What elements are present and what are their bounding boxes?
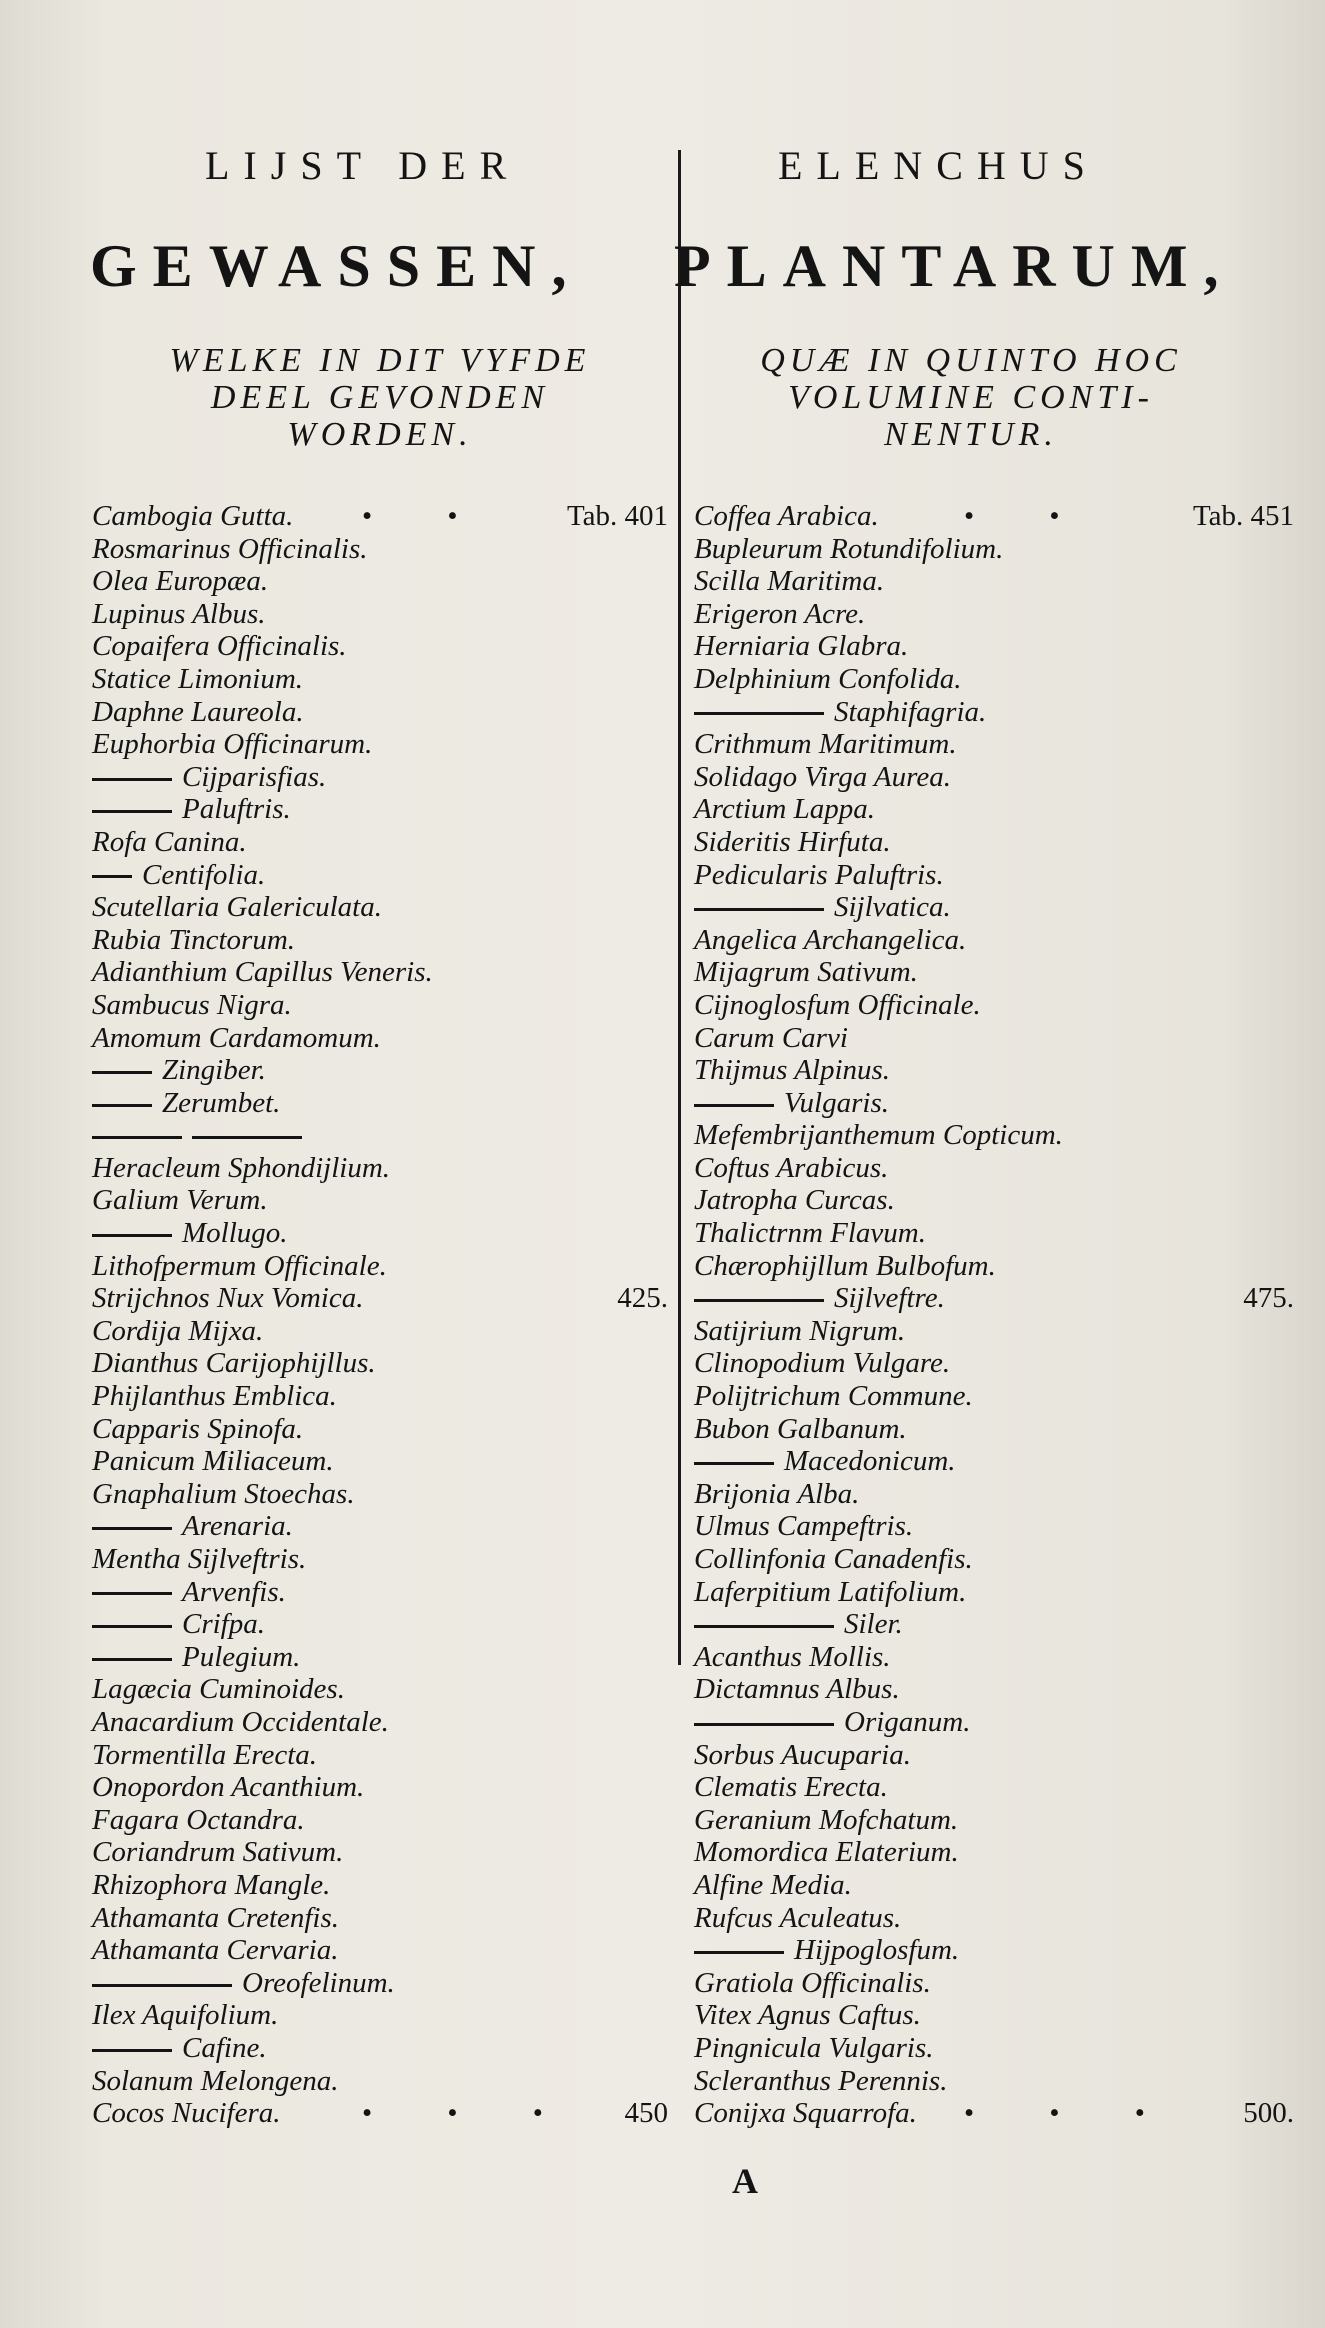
plant-entry [694, 1184, 1294, 1217]
plant-entry [92, 696, 678, 729]
plant-entry [92, 728, 678, 761]
plant-entry [694, 1706, 1294, 1739]
plant-entry [92, 500, 678, 533]
plant-entry [92, 2065, 678, 2098]
plant-name: Lithofpermum Officinale. [92, 1249, 387, 1282]
plant-name: Vitex Agnus Caftus. [694, 1999, 921, 2032]
plant-entry [92, 956, 678, 989]
plate-number: Tab. 401 [566, 500, 668, 532]
plant-entry [694, 1739, 1294, 1772]
ditto-dash [92, 810, 172, 813]
plant-name: Paluftris. [182, 793, 291, 826]
plant-name: Rosmarinus Officinalis. [92, 532, 368, 565]
ditto-dash [92, 1104, 152, 1107]
ditto-dash [92, 1592, 172, 1595]
left-subtitle-line: DEEL GEVONDEN [210, 379, 550, 416]
plant-entry [92, 1347, 678, 1380]
plant-name: Sijlveftre. [834, 1282, 945, 1315]
plant-name: Angelica Archangelica. [694, 923, 967, 956]
plant-name: Coriandrum Sativum. [92, 1836, 344, 1869]
plant-name: Laferpitium Latifolium. [694, 1575, 967, 1608]
plant-name: Mefembrijanthemum Copticum. [694, 1119, 1063, 1152]
plant-entry [92, 1315, 678, 1348]
left-subtitle-line: WELKE IN DIT VYFDE [169, 342, 591, 379]
right-subtitle-line: VOLUMINE CONTI- [788, 379, 1154, 416]
plant-name: Gratiola Officinalis. [694, 1966, 931, 1999]
plant-entry [92, 1510, 678, 1543]
plant-name: Ulmus Campeftris. [694, 1510, 914, 1543]
column-divider [678, 150, 681, 1665]
plant-entry [694, 1445, 1294, 1478]
ditto-dash [92, 1527, 172, 1530]
plant-name: Arenaria. [182, 1510, 293, 1543]
plant-name: Sideritis Hirfuta. [694, 825, 891, 858]
left-subtitle [100, 342, 660, 453]
left-plant-list [92, 500, 678, 2130]
plant-entry [694, 1054, 1294, 1087]
ditto-dash [92, 1658, 172, 1661]
plant-entry [92, 1478, 678, 1511]
plant-name: Momordica Elaterium. [694, 1836, 959, 1869]
plant-entry [694, 1152, 1294, 1185]
ditto-dash [92, 1984, 232, 1987]
ditto-dash [92, 1625, 172, 1628]
ditto-dash [694, 1462, 774, 1465]
plant-entry [694, 2065, 1294, 2098]
ditto-dash [694, 1625, 834, 1628]
plant-entry [694, 1315, 1294, 1348]
plant-entry [694, 1119, 1294, 1152]
plant-entry [92, 1999, 678, 2032]
plant-name: Amomum Cardamomum. [92, 1021, 381, 1054]
plant-entry [694, 761, 1294, 794]
plant-name: Polijtrichum Commune. [694, 1380, 973, 1413]
plant-entry [694, 1608, 1294, 1641]
plant-name: Lagæcia Cuminoides. [92, 1673, 345, 1706]
plant-name: Dictamnus Albus. [694, 1673, 900, 1706]
plant-entry [92, 1022, 678, 1055]
left-heading-large: GEWASSEN, [90, 233, 583, 299]
plant-entry [694, 1999, 1294, 2032]
plant-name: Rufcus Aculeatus. [694, 1901, 902, 1934]
plant-name: Cafine. [182, 2031, 267, 2064]
plant-name: Thalictrnm Flavum. [694, 1217, 926, 1250]
plant-entry [92, 565, 678, 598]
plant-entry [92, 1380, 678, 1413]
plant-entry [92, 1934, 678, 1967]
plant-name: Geranium Mofchatum. [694, 1803, 959, 1836]
plant-entry [92, 989, 678, 1022]
plant-entry [694, 826, 1294, 859]
plant-entry [92, 1608, 678, 1641]
plant-name: Cambogia Gutta. [92, 500, 294, 532]
plant-entry [92, 1869, 678, 1902]
plant-name: Cijnoglosfum Officinale. [694, 988, 981, 1021]
plant-name: Thijmus Alpinus. [694, 1054, 891, 1087]
plant-name: Crithmum Maritimum. [694, 728, 957, 761]
plant-name: Onopordon Acanthium. [92, 1771, 365, 1804]
plant-name: Cocos Nucifera. [92, 2097, 281, 2130]
ditto-dash [694, 1951, 784, 1954]
plant-name: Rubia Tinctorum. [92, 923, 296, 956]
plant-name: Scilla Maritima. [694, 565, 885, 598]
ditto-dash [92, 1136, 182, 1139]
plant-entry [694, 1087, 1294, 1120]
plant-name: Alfine Media. [694, 1868, 852, 1901]
plant-entry [92, 1054, 678, 1087]
plant-name: Lupinus Albus. [92, 597, 266, 630]
plant-name: Scutellaria Galericulata. [92, 891, 382, 924]
plant-entry [92, 1673, 678, 1706]
plant-name: Arvenfis. [182, 1575, 286, 1608]
plant-entry [92, 1087, 678, 1120]
plant-entry [92, 891, 678, 924]
plant-entry [694, 500, 1294, 533]
plant-name: Acanthus Mollis. [694, 1640, 891, 1673]
plant-name: Hijpoglosfum. [794, 1934, 960, 1967]
plant-entry [694, 1967, 1294, 2000]
plant-name: Pedicularis Paluftris. [694, 858, 944, 891]
plant-entry [694, 1510, 1294, 1543]
right-plant-list [694, 500, 1294, 2130]
ditto-dash [694, 908, 824, 911]
plant-name: Zingiber. [162, 1054, 266, 1087]
leader-dots: • • • [964, 2097, 1179, 2130]
plant-entry [92, 2097, 678, 2130]
plant-entry [694, 1022, 1294, 1055]
plant-name: Coftus Arabicus. [694, 1151, 889, 1184]
plant-entry [694, 1217, 1294, 1250]
plant-entry [694, 630, 1294, 663]
plant-entry [92, 1902, 678, 1935]
plant-entry [694, 2032, 1294, 2065]
plant-entry [694, 1836, 1294, 1869]
plant-name: Satijrium Nigrum. [694, 1314, 906, 1347]
plant-entry [694, 956, 1294, 989]
plant-name: Rhizophora Mangle. [92, 1868, 331, 1901]
plant-entry [694, 696, 1294, 729]
plant-entry [92, 1641, 678, 1674]
plant-entry [92, 1543, 678, 1576]
plant-entry [694, 1282, 1294, 1315]
plant-name: Herniaria Glabra. [694, 630, 909, 663]
plant-name: Centifolia. [142, 858, 266, 891]
plant-name: Cijparisfias. [182, 760, 327, 793]
plant-name: Brijonia Alba. [694, 1477, 860, 1510]
plant-name: Zerumbet. [162, 1086, 281, 1119]
plant-entry [92, 924, 678, 957]
left-subtitle-line: WORDEN. [287, 416, 473, 453]
plate-number: Tab. 451 [1192, 500, 1294, 532]
plant-name: Daphne Laureola. [92, 695, 304, 728]
plant-entry [92, 1250, 678, 1283]
plant-name: Mijagrum Sativum. [694, 956, 918, 989]
plant-entry [92, 1119, 678, 1152]
plant-name: Erigeron Acre. [694, 597, 866, 630]
plant-name: Mentha Sijlveftris. [92, 1543, 307, 1575]
plate-number: 500. [1243, 2097, 1294, 2130]
ditto-dash [92, 778, 172, 781]
plant-entry [694, 1478, 1294, 1511]
plant-name: Sijlvatica. [834, 891, 951, 924]
ditto-dash [694, 1723, 834, 1726]
plant-entry [92, 1967, 678, 2000]
ditto-dash [92, 875, 132, 878]
plant-name: Ilex Aquifolium. [92, 1999, 279, 2032]
plant-entry [92, 533, 678, 566]
plant-name: Vulgaris. [784, 1086, 889, 1119]
plant-entry [694, 663, 1294, 696]
plant-name: Adianthium Capillus Veneris. [92, 956, 433, 989]
plant-name: Phijlanthus Emblica. [92, 1380, 337, 1413]
plant-entry [694, 891, 1294, 924]
plate-number: 475. [1243, 1282, 1294, 1315]
plant-name: Copaifera Officinalis. [92, 630, 347, 663]
plant-entry [694, 924, 1294, 957]
plant-entry [92, 663, 678, 696]
plant-name: Arctium Lappa. [694, 793, 875, 826]
plant-entry [694, 728, 1294, 761]
ditto-dash [694, 712, 824, 715]
plant-name: Anacardium Occidentale. [92, 1705, 389, 1738]
plant-name: Crifpa. [182, 1608, 265, 1641]
right-subtitle-line: QUÆ IN QUINTO HOC [760, 342, 1182, 379]
plant-name: Pingnicula Vulgaris. [694, 2031, 934, 2064]
leader-dots: • • [964, 500, 1094, 532]
plant-entry [92, 1739, 678, 1772]
plant-entry [694, 1250, 1294, 1283]
plant-entry [92, 1706, 678, 1739]
plant-name: Staphifagria. [834, 695, 987, 728]
ditto-dash [92, 2049, 172, 2052]
ditto-dash [694, 1104, 774, 1107]
plant-name: Origanum. [844, 1705, 971, 1738]
plant-name: Athamanta Cervaria. [92, 1934, 339, 1967]
plant-entry [694, 989, 1294, 1022]
plant-entry [92, 793, 678, 826]
plant-entry [92, 1445, 678, 1478]
right-heading-large: PLANTARUM, [674, 233, 1235, 299]
plant-name: Statice Limonium. [92, 662, 304, 695]
plant-name: Solanum Melongena. [92, 2064, 339, 2097]
plant-name: Jatropha Curcas. [694, 1184, 895, 1217]
ditto-dash [92, 1071, 152, 1074]
plant-name: Chærophijllum Bulbofum. [694, 1249, 996, 1282]
plant-entry [694, 1771, 1294, 1804]
plant-name: Athamanta Cretenfis. [92, 1901, 340, 1934]
plant-name: Macedonicum. [784, 1445, 956, 1478]
plant-entry [92, 826, 678, 859]
plant-entry [694, 565, 1294, 598]
plant-name: Gnaphalium Stoechas. [92, 1477, 355, 1510]
plant-entry [694, 859, 1294, 892]
plant-name: Sorbus Aucuparia. [694, 1738, 911, 1771]
plant-name: Dianthus Carijophijllus. [92, 1347, 376, 1380]
plant-entry [694, 1804, 1294, 1837]
plant-name: Bupleurum Rotundifolium. [694, 532, 1004, 565]
plant-entry [694, 1641, 1294, 1674]
plant-entry [92, 1282, 678, 1315]
plate-number: 425. [617, 1282, 668, 1315]
plant-name: Panicum Miliaceum. [92, 1445, 334, 1478]
plant-name: Clinopodium Vulgare. [694, 1347, 951, 1380]
plant-name: Collinfonia Canadenfis. [694, 1543, 973, 1575]
plant-entry [92, 1217, 678, 1250]
plant-name: Euphorbia Officinarum. [92, 728, 373, 761]
plant-entry [92, 630, 678, 663]
plant-name: Delphinium Confolida. [694, 662, 962, 695]
plant-name: Fagara Octandra. [92, 1803, 305, 1836]
leader-dots: • • • [362, 2097, 577, 2130]
plant-name: Siler. [844, 1608, 903, 1641]
plant-name: Conijxa Squarrofa. [694, 2097, 917, 2130]
plant-entry [92, 598, 678, 631]
plant-name: Strijchnos Nux Vomica. [92, 1282, 364, 1315]
plant-name: Cordija Mijxa. [92, 1314, 264, 1347]
plant-entry [694, 1347, 1294, 1380]
plant-name: Coffea Arabica. [694, 500, 879, 532]
right-subtitle-line: NENTUR. [884, 416, 1058, 453]
plant-entry [92, 859, 678, 892]
plant-name: Pulegium. [182, 1640, 301, 1673]
ditto-dash [694, 1299, 824, 1302]
plant-name: Olea Europæa. [92, 565, 269, 598]
plant-name: Scleranthus Perennis. [694, 2064, 948, 2097]
plant-entry [92, 1836, 678, 1869]
plant-entry [694, 1902, 1294, 1935]
plant-entry [694, 598, 1294, 631]
plant-entry [694, 1413, 1294, 1446]
ditto-dash [92, 1234, 172, 1237]
plate-number: 450 [624, 2097, 668, 2130]
plant-name: Heracleum Sphondijlium. [92, 1151, 391, 1184]
plant-entry [92, 1184, 678, 1217]
right-subtitle [691, 342, 1251, 453]
plant-name: Tormentilla Erecta. [92, 1738, 318, 1771]
plant-entry [694, 793, 1294, 826]
plant-entry [92, 1804, 678, 1837]
plant-entry [92, 1576, 678, 1609]
leader-dots: • • [362, 500, 492, 532]
plant-name: Sambucus Nigra. [92, 988, 292, 1021]
plant-entry [694, 1673, 1294, 1706]
plant-name: Oreofelinum. [242, 1966, 395, 1999]
right-heading-small: ELENCHUS [778, 143, 1099, 188]
signature-mark: A [732, 2161, 758, 2201]
plant-entry [92, 1771, 678, 1804]
plant-name: Solidago Virga Aurea. [694, 760, 951, 793]
plant-entry [694, 1380, 1294, 1413]
plant-entry [694, 533, 1294, 566]
plant-entry [92, 1413, 678, 1446]
plant-name: Galium Verum. [92, 1184, 268, 1217]
plant-entry [694, 1934, 1294, 1967]
plant-entry [92, 1152, 678, 1185]
plant-entry [694, 1576, 1294, 1609]
plant-name: Rofa Canina. [92, 825, 247, 858]
plant-name: Bubon Galbanum. [694, 1412, 907, 1445]
plant-name: Mollugo. [182, 1217, 288, 1250]
ditto-dash [192, 1136, 302, 1139]
plant-name: Clematis Erecta. [694, 1771, 888, 1804]
plant-entry [694, 2097, 1294, 2130]
plant-entry [92, 761, 678, 794]
plant-entry [694, 1869, 1294, 1902]
plant-entry [92, 2032, 678, 2065]
left-heading-small: LIJST DER [205, 143, 521, 188]
plant-name: Capparis Spinofa. [92, 1412, 304, 1445]
plant-name: Carum Carvi [694, 1021, 848, 1054]
plant-entry [694, 1543, 1294, 1576]
